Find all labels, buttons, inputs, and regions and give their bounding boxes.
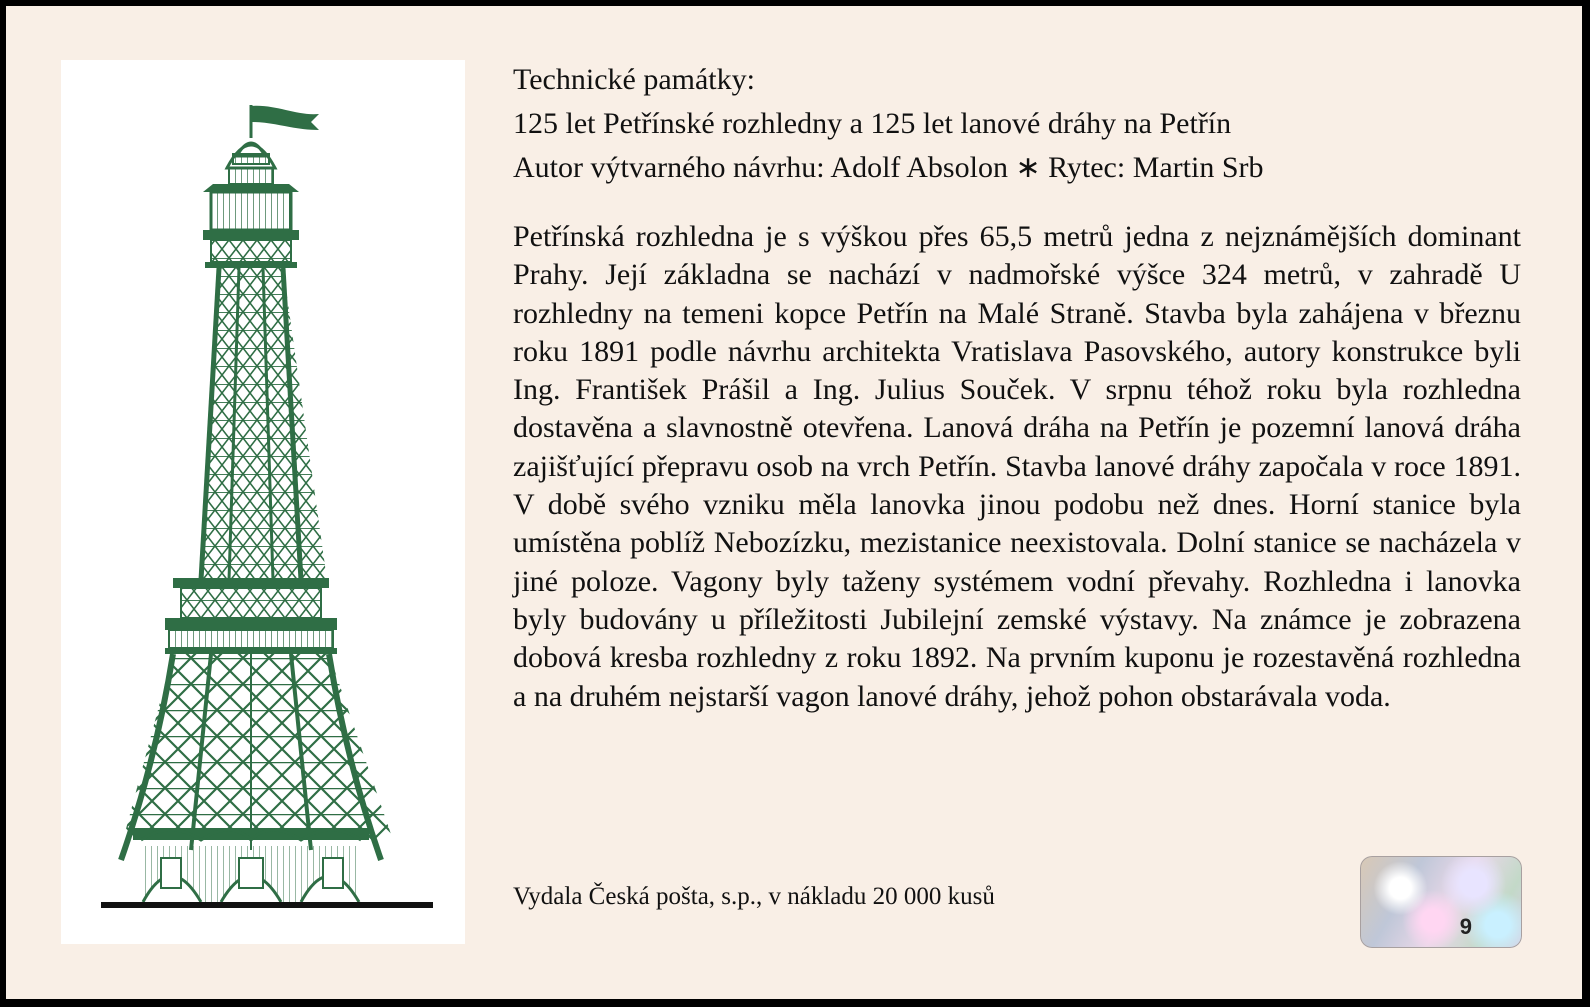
tower-engraving: [61, 60, 465, 944]
petrin-tower-illustration: [61, 60, 465, 944]
hologram-sticker: [1360, 856, 1522, 948]
description-paragraph: Petřínská rozhledna je s výškou přes 65,5 metrů jedna z nejznámějších dominant Prahy. Její základna se nachází v nadmořské výšce 324 metrů, v zahradě U rozhledny na temeni kopce Petřín na Malé Straně. Stavba byla zahájena v březnu roku 1891 podle návrhu architekta Vratislava Pasovského, autory konstrukce byli Ing. František Prášil a Ing. Julius Souček. V srpnu téhož roku byla rozhledna dostavěna a slavnostně otevřena. Lanová dráha na Petřín je pozemní lanová dráha zajišťující přepravu osob na vrch Petřín. Stavba lanové dráhy započala v roce 1891. V době svého vzniku měla lanovka jinou podobu než dnes. Horní stanice byla umístěna poblíž Nebozízku, mezistanice neexistovala. Dolní stanice se nacházela v jiné poloze. Vagony byly taženy systémem vodní převahy. Rozhledna i lanovka byly budovány u příležitosti Jubilejní zemské výstavy. Na známce je zobrazena dobová kresba rozhledny z roku 1892. Na prvním kuponu je rozestavěná rozhledna a na druhém nejstarší vagon lanové dráhy, jehož pohon obstarávala voda.: [513, 220, 1521, 713]
issue-title: 125 let Petřínské rozhledny a 125 let lanové dráhy na Petřín: [513, 107, 1232, 140]
series-title: Technické památky:: [513, 63, 755, 96]
card: [6, 6, 1582, 999]
stamp-sheet-header: [513, 58, 1533, 190]
publisher-note: Vydala Česká pošta, s.p., v nákladu 20 000 kusů: [513, 883, 995, 910]
credits-line: Autor výtvarného návrhu: Adolf Absolon ∗ Rytec: Martin Srb: [513, 151, 1264, 184]
hologram-mark: 9: [1459, 914, 1472, 939]
